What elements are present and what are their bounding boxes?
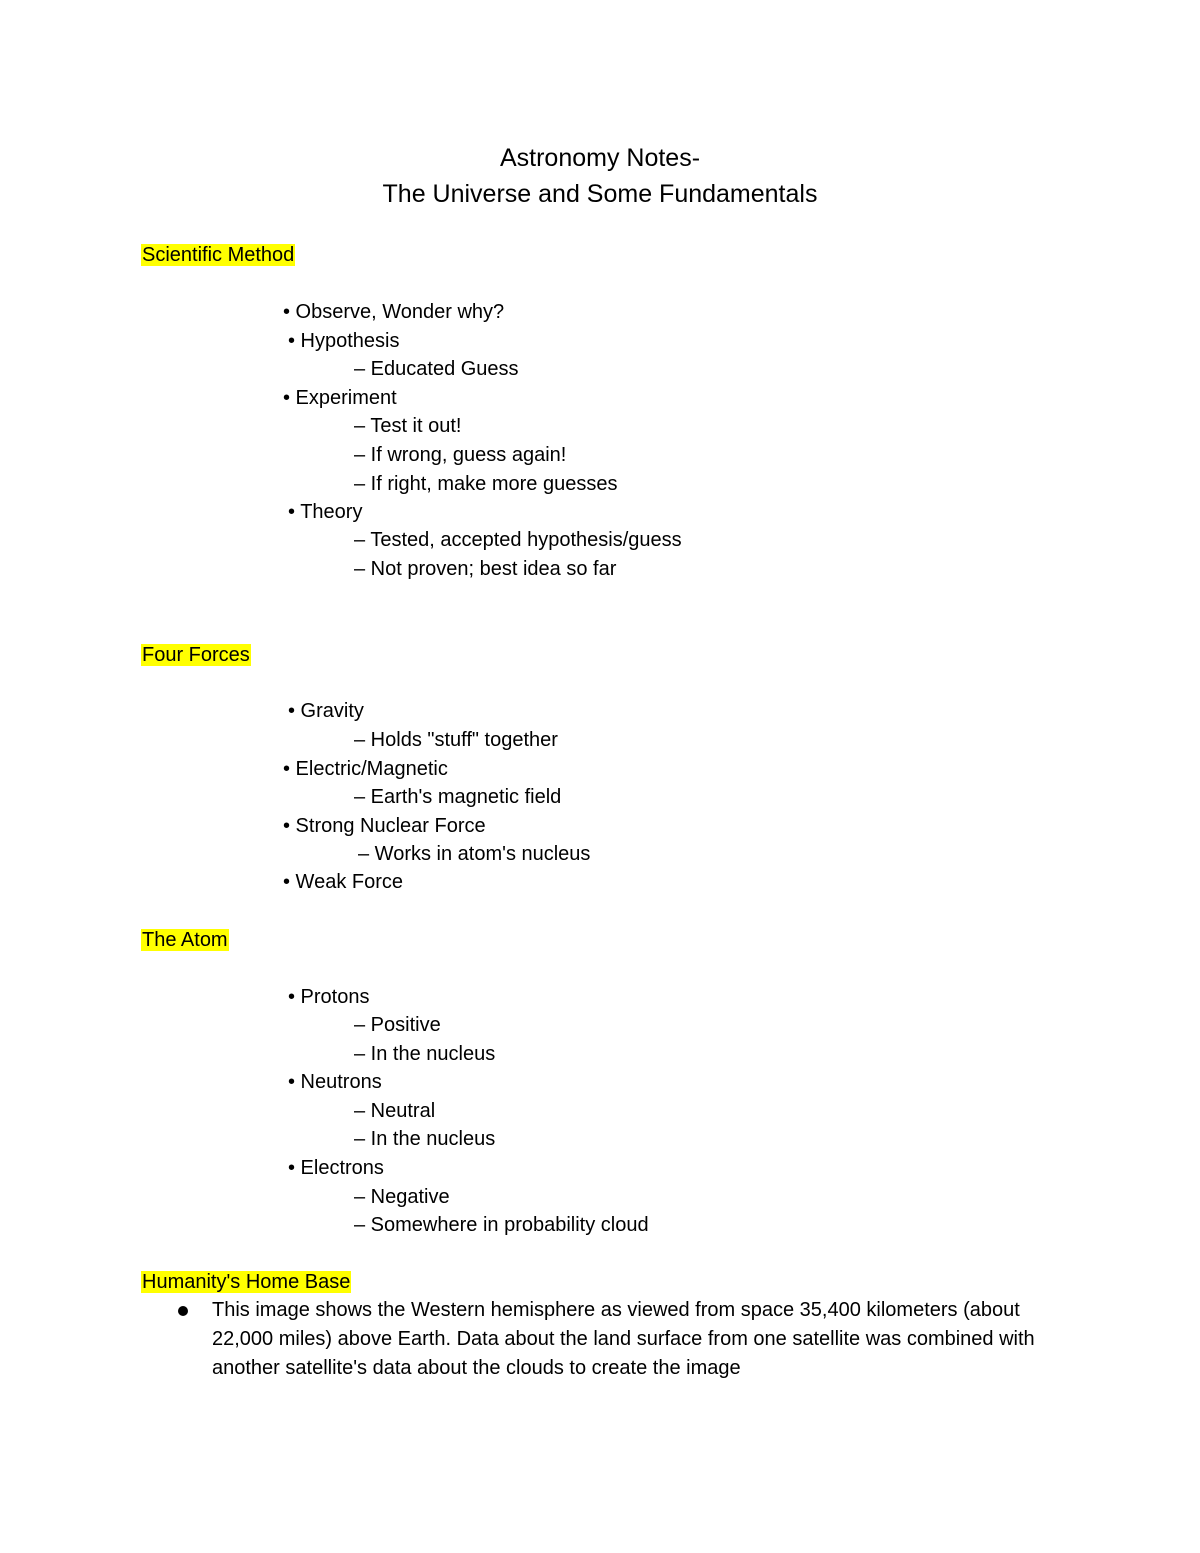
sub-item: – Tested, accepted hypothesis/guess — [354, 529, 682, 551]
section-heading-the-atom — [141, 927, 229, 953]
sub-item: – Test it out! — [354, 415, 462, 437]
sub-item: – Neutral — [354, 1100, 436, 1122]
sub-item: – Works in atom's nucleus — [358, 843, 591, 865]
sub-item: – Educated Guess — [354, 358, 519, 380]
section-heading-home-base — [141, 1269, 351, 1295]
section-heading-scientific-method — [141, 242, 295, 268]
highlighted-heading: Scientific Method — [142, 244, 295, 266]
sub-item: – Earth's magnetic field — [354, 786, 562, 808]
bullet-item: • Electric/Magnetic — [283, 758, 448, 780]
sub-item: – Negative — [354, 1186, 450, 1208]
sub-item: – In the nucleus — [354, 1128, 496, 1150]
sub-item: – Somewhere in probability cloud — [354, 1214, 649, 1236]
sub-item: – If wrong, guess again! — [354, 444, 567, 466]
document-title: Astronomy Notes- — [499, 144, 701, 172]
bullet-item: • Hypothesis — [288, 330, 400, 352]
bullet-item: • Electrons — [288, 1157, 384, 1179]
highlighted-heading: Four Forces — [142, 644, 250, 666]
bullet-item: • Theory — [288, 501, 363, 523]
bullet-item: • Gravity — [288, 700, 364, 722]
document-subtitle: The Universe and Some Fundamentals — [382, 180, 818, 208]
bullet-item: • Neutrons — [288, 1071, 382, 1093]
bullet-item: • Experiment — [283, 387, 397, 409]
highlighted-heading: Humanity's Home Base — [142, 1271, 351, 1293]
bullet-item: • Protons — [288, 986, 370, 1008]
highlighted-heading: The Atom — [142, 929, 228, 951]
home-base-paragraph: This image shows the Western hemisphere as viewed from space 35,400 kilometers (about 22,000 miles) above Earth. Data about the land surface from one satellite was combined with another satellite's data about the clouds to create the image — [212, 1299, 1035, 1379]
section-heading-four-forces — [141, 642, 251, 668]
sub-item: – Holds "stuff" together — [354, 729, 558, 751]
sub-item: – Not proven; best idea so far — [354, 558, 617, 580]
sub-item: – If right, make more guesses — [354, 473, 618, 495]
bullet-dot-icon — [178, 1306, 188, 1316]
sub-item: – In the nucleus — [354, 1043, 496, 1065]
bullet-item: • Strong Nuclear Force — [283, 815, 486, 837]
sub-item: – Positive — [354, 1014, 441, 1036]
bullet-item: • Weak Force — [283, 871, 403, 893]
bullet-item: • Observe, Wonder why? — [283, 301, 505, 323]
